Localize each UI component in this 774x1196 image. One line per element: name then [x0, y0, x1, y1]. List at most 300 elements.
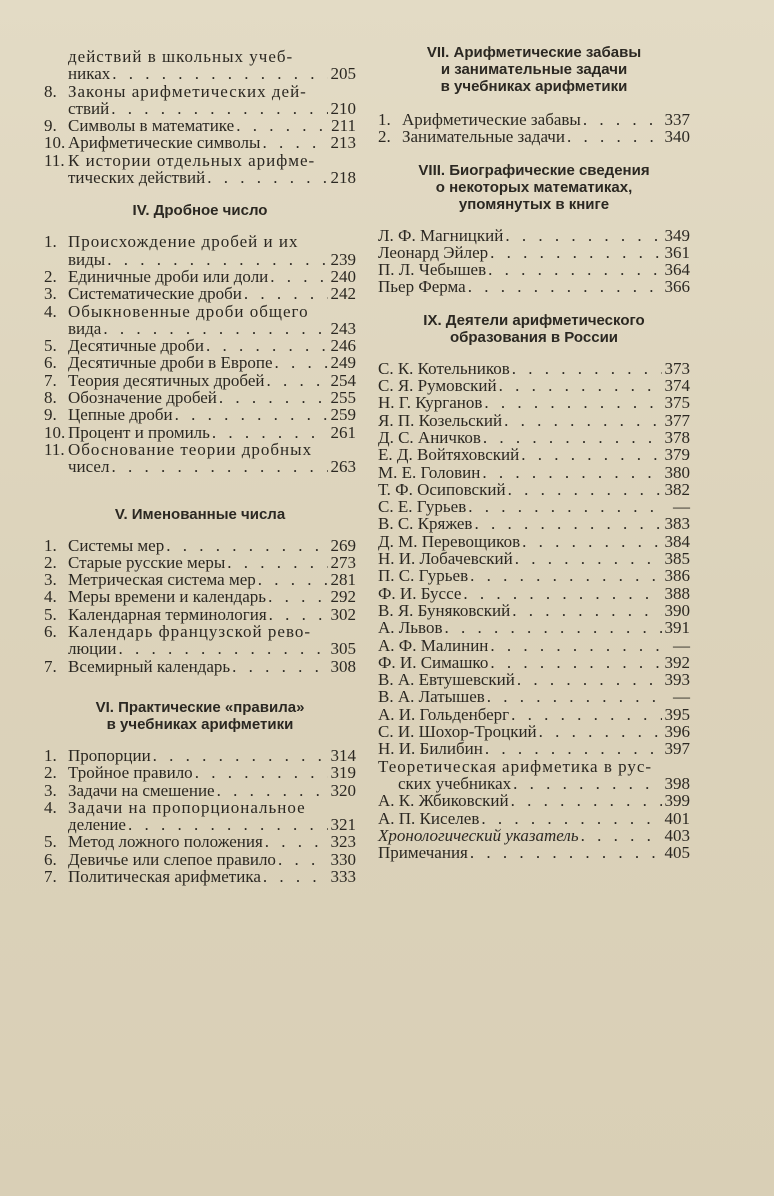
section-vii-title: VII. Арифметические забавы и занимательные задачи в учебниках арифметики	[426, 44, 642, 95]
entry-number: 6.	[44, 353, 57, 373]
entry-page-number: 308	[330, 656, 356, 676]
toc-entry[interactable]	[44, 65, 356, 82]
toc-entry[interactable]	[378, 567, 690, 584]
entry-page-number: 314	[330, 745, 356, 765]
entry-page-number: 364	[664, 260, 690, 280]
toc-entry[interactable]	[44, 117, 356, 134]
entry-title: А. П. Киселев	[378, 808, 480, 828]
dot-leader	[242, 285, 328, 302]
toc-entry[interactable]	[378, 775, 690, 792]
entry-title: Календарная терминология	[68, 604, 267, 624]
entry-title: А. Ф. Малинин	[378, 635, 489, 655]
toc-entry[interactable]	[378, 602, 690, 619]
entry-title: Теоретическая арифметика в рус-	[378, 756, 653, 776]
entry-title: Задачи на смешение	[68, 780, 215, 800]
toc-entry[interactable]	[378, 827, 690, 844]
entry-page-number: 218	[330, 168, 356, 188]
dot-leader	[515, 671, 662, 688]
toc-entry[interactable]	[44, 640, 356, 657]
dot-leader	[263, 833, 328, 850]
dot-leader	[481, 429, 662, 446]
dot-leader	[466, 498, 662, 515]
entry-number: 4.	[44, 301, 57, 321]
entry-page-number: 292	[330, 587, 356, 607]
dot-leader	[173, 406, 328, 423]
toc-entry[interactable]	[44, 83, 356, 100]
entry-number: 3.	[44, 780, 57, 800]
dot-leader	[511, 775, 662, 792]
toc-entry[interactable]	[378, 377, 690, 394]
toc-entry[interactable]	[44, 354, 356, 371]
section-v-list	[44, 537, 356, 675]
dot-leader	[234, 117, 328, 134]
dot-leader	[581, 111, 662, 128]
dot-leader	[105, 251, 328, 268]
toc-entry[interactable]	[378, 758, 690, 775]
entry-number: 5.	[44, 336, 57, 356]
toc-entry[interactable]	[378, 619, 690, 636]
entry-title: Цепные дроби	[68, 405, 173, 425]
dot-leader	[266, 588, 328, 605]
toc-entry[interactable]	[44, 606, 356, 623]
entry-title: Занимательные задачи	[402, 127, 565, 147]
dot-leader	[215, 782, 328, 799]
dot-leader	[510, 360, 662, 377]
toc-entry[interactable]	[44, 389, 356, 406]
dot-leader	[468, 844, 662, 861]
dot-leader	[273, 354, 328, 371]
toc-entry[interactable]	[44, 554, 356, 571]
entry-title: Календарь французской рево-	[68, 622, 312, 642]
toc-entry[interactable]	[378, 227, 690, 244]
entry-number: 5.	[44, 604, 57, 624]
toc-entry[interactable]	[44, 169, 356, 186]
dot-leader	[488, 637, 662, 654]
entry-page-number: 330	[330, 849, 356, 869]
toc-entry[interactable]	[44, 441, 356, 458]
entry-number: 8.	[44, 81, 57, 101]
dot-leader	[204, 337, 328, 354]
dot-leader	[461, 585, 662, 602]
toc-entry[interactable]	[44, 285, 356, 302]
entry-title: С. К. Котельников	[378, 358, 510, 378]
toc-entry[interactable]	[44, 764, 356, 781]
entry-page-number: 263	[330, 457, 356, 477]
entry-number: 2.	[378, 127, 391, 147]
entry-title: деление	[68, 815, 126, 835]
dot-leader	[101, 320, 328, 337]
entry-page-number: 246	[330, 336, 356, 356]
entry-title: Н. И. Лобачевский	[378, 549, 513, 569]
dot-leader	[506, 481, 662, 498]
entry-page-number: 388	[664, 583, 690, 603]
entry-title: Символы в математике	[68, 116, 235, 136]
dot-leader	[110, 65, 328, 82]
left-top-list	[44, 48, 356, 186]
dot-leader	[509, 792, 662, 809]
toc-entry[interactable]	[44, 588, 356, 605]
toc-entry[interactable]	[44, 303, 356, 320]
toc-entry[interactable]	[44, 268, 356, 285]
entry-number: 10.	[44, 422, 66, 442]
entry-page-number: 337	[664, 110, 690, 129]
dot-leader	[510, 602, 662, 619]
toc-entry[interactable]	[378, 394, 690, 411]
dot-leader	[479, 810, 662, 827]
entry-number: 4.	[44, 587, 57, 607]
entry-page-number: 319	[330, 763, 356, 783]
entry-title: Законы арифметических дей-	[68, 81, 307, 101]
entry-number: 1.	[44, 535, 57, 555]
entry-page-number: 382	[664, 479, 690, 499]
entry-page-number: 239	[330, 249, 356, 269]
entry-number: 3.	[44, 284, 57, 304]
dot-leader	[276, 851, 328, 868]
entry-page-number: 393	[664, 670, 690, 690]
entry-title: Теория десятичных дробей	[68, 370, 265, 390]
toc-entry[interactable]	[378, 515, 690, 532]
dot-leader	[485, 688, 662, 705]
entry-title: Пропорции	[68, 745, 151, 765]
entry-title: Девичье или слепое правило	[68, 849, 276, 869]
entry-page-number: 254	[330, 370, 356, 390]
dot-leader	[468, 567, 662, 584]
entry-title: В. Я. Буняковский	[378, 600, 511, 620]
entry-title: Процент и промиль	[68, 422, 210, 442]
dot-leader	[126, 816, 328, 833]
entry-title: С. Е. Гурьев	[378, 497, 467, 517]
entry-title: Десятичные дроби	[68, 336, 204, 356]
entry-page-number: 374	[664, 376, 690, 396]
dot-leader	[210, 424, 328, 441]
dot-leader	[565, 128, 662, 145]
toc-entry[interactable]	[44, 658, 356, 675]
dot-leader	[205, 169, 328, 186]
section-ix-title: IX. Деятели арифметического образования в России	[423, 311, 645, 346]
section-vii-list	[378, 111, 690, 146]
entry-page-number: 405	[664, 843, 690, 863]
entry-number: 2.	[44, 266, 57, 286]
entry-number: 7.	[44, 656, 57, 676]
entry-page-number: 302	[330, 604, 356, 624]
entry-title: люции	[68, 639, 117, 659]
toc-entry[interactable]	[44, 320, 356, 337]
toc-entry[interactable]	[44, 458, 356, 475]
entry-title: Д. С. Аничков	[378, 427, 481, 447]
entry-title: вида	[68, 318, 102, 338]
section-viii-list	[378, 227, 690, 296]
section-iv-list	[44, 233, 356, 475]
toc-entry[interactable]	[378, 244, 690, 261]
dot-leader	[230, 658, 328, 675]
entry-title: Л. Ф. Магницкий	[378, 225, 504, 245]
entry-page-number: 249	[330, 353, 356, 373]
dot-leader	[509, 706, 662, 723]
entry-page-number: 385	[664, 549, 690, 569]
entry-page-number: 281	[330, 570, 356, 590]
entry-page-number: 395	[664, 704, 690, 724]
toc-entry[interactable]	[44, 424, 356, 441]
entry-number: 11.	[44, 150, 65, 170]
section-vi-list	[44, 747, 356, 885]
entry-page-number: 242	[330, 284, 356, 304]
toc-entry[interactable]	[378, 464, 690, 481]
toc-entry[interactable]	[378, 498, 690, 515]
entry-page-number: 375	[664, 393, 690, 413]
dot-leader	[486, 261, 662, 278]
entry-page-number: 211	[331, 116, 356, 136]
entry-title: Систематические дроби	[68, 284, 242, 304]
dot-leader	[193, 764, 328, 781]
toc-entry[interactable]	[378, 792, 690, 809]
dot-leader	[225, 554, 328, 571]
entry-page-number: 340	[664, 127, 690, 147]
entry-page-number: 213	[330, 133, 356, 153]
dot-leader	[217, 389, 328, 406]
toc-entry[interactable]	[44, 868, 356, 885]
dot-leader	[116, 640, 328, 657]
toc-entry[interactable]	[378, 844, 690, 861]
dot-leader	[520, 533, 662, 550]
entry-title: виды	[68, 249, 106, 269]
entry-page-number: 269	[330, 535, 356, 555]
entry-title: Старые русские меры	[68, 552, 226, 572]
toc-entry[interactable]	[44, 816, 356, 833]
toc-entry[interactable]	[378, 278, 690, 295]
dot-leader	[268, 268, 328, 285]
entry-number: 1.	[378, 110, 391, 129]
toc-entry[interactable]	[44, 571, 356, 588]
toc-entry[interactable]	[378, 128, 690, 145]
entry-page-number: 398	[664, 773, 690, 793]
dot-leader	[483, 740, 662, 757]
right-column	[378, 44, 690, 863]
toc-entry[interactable]	[378, 533, 690, 550]
entry-title: С. И. Шохор-Троцкий	[378, 722, 537, 742]
entry-number: 1.	[44, 232, 57, 252]
entry-page-number: 205	[330, 64, 356, 84]
entry-page-number: 383	[664, 514, 690, 534]
toc-entry[interactable]	[378, 723, 690, 740]
toc-entry[interactable]	[378, 446, 690, 463]
toc-entry[interactable]	[378, 550, 690, 567]
entry-page-number: 391	[664, 618, 690, 638]
dot-leader	[513, 550, 662, 567]
entry-page-number: 366	[664, 277, 690, 297]
toc-entry[interactable]	[378, 654, 690, 671]
entry-title: никах	[68, 64, 111, 84]
entry-title: Всемирный календарь	[68, 656, 231, 676]
dot-leader	[443, 619, 663, 636]
entry-page-number: 380	[664, 462, 690, 482]
entry-title: Хронологический указатель	[378, 825, 579, 845]
entry-page-number: 323	[330, 832, 356, 852]
entry-title: А. И. Гольденберг	[378, 704, 510, 724]
entry-page-number: 384	[664, 531, 690, 551]
entry-title: Н. И. Билибин	[378, 739, 483, 759]
entry-title: М. Е. Головин	[378, 462, 481, 482]
entry-page-number: 255	[330, 388, 356, 408]
toc-entry[interactable]	[44, 152, 356, 169]
toc-entry[interactable]	[44, 833, 356, 850]
dot-leader	[261, 868, 328, 885]
entry-page-number: 259	[330, 405, 356, 425]
toc-entry[interactable]	[44, 747, 356, 764]
entry-title: Н. Г. Курганов	[378, 393, 483, 413]
toc-entry[interactable]	[378, 740, 690, 757]
entry-title: Тройное правило	[68, 763, 193, 783]
entry-page-number: 401	[664, 808, 690, 828]
entry-title: Е. Д. Войтяховский	[378, 445, 520, 465]
dot-leader	[480, 464, 662, 481]
entry-title: Меры времени и календарь	[68, 587, 267, 607]
entry-number: 7.	[44, 370, 57, 390]
toc-entry[interactable]	[378, 810, 690, 827]
entry-number: 8.	[44, 388, 57, 408]
dot-leader	[519, 446, 662, 463]
entry-title: П. С. Гурьев	[378, 566, 469, 586]
entry-number: 2.	[44, 763, 57, 783]
entry-title: Леонард Эйлер	[378, 242, 489, 262]
entry-title: Я. П. Козельский	[378, 410, 503, 430]
entry-number: 7.	[44, 866, 57, 886]
toc-entry[interactable]	[44, 537, 356, 554]
entry-title: Примечания	[378, 843, 468, 863]
dot-leader	[503, 227, 662, 244]
entry-page-number: 240	[330, 266, 356, 286]
toc-entry[interactable]	[44, 134, 356, 151]
entry-number: 3.	[44, 570, 57, 590]
entry-page-number: 390	[664, 600, 690, 620]
entry-title: Т. Ф. Осиповский	[378, 479, 506, 499]
entry-page-number: 361	[664, 242, 690, 262]
dot-leader	[502, 412, 662, 429]
toc-entry[interactable]	[44, 251, 356, 268]
toc-entry[interactable]	[378, 481, 690, 498]
dot-leader	[497, 377, 662, 394]
toc-entry[interactable]	[378, 360, 690, 377]
entry-page-number: 403	[664, 825, 690, 845]
left-column	[44, 48, 356, 885]
toc-entry[interactable]	[378, 585, 690, 602]
entry-number: 6.	[44, 849, 57, 869]
toc-entry[interactable]	[44, 799, 356, 816]
section-v-title: V. Именованные числа	[114, 505, 286, 523]
dot-leader	[109, 458, 328, 475]
toc-entry[interactable]	[378, 671, 690, 688]
entry-number: 9.	[44, 116, 57, 136]
toc-entry[interactable]	[378, 706, 690, 723]
entry-number: 5.	[44, 832, 57, 852]
dot-leader	[256, 571, 328, 588]
toc-entry[interactable]	[378, 688, 690, 705]
entry-title: Единичные дроби или доли	[68, 266, 269, 286]
entry-page-number: 273	[330, 552, 356, 572]
dot-leader	[488, 654, 662, 671]
toc-entry[interactable]	[44, 337, 356, 354]
entry-page-number: 396	[664, 722, 690, 742]
entry-title: Политическая арифметика	[68, 866, 261, 886]
section-iv-title: IV. Дробное число	[132, 202, 268, 220]
section-ix-list	[378, 360, 690, 758]
entry-page-number: 399	[664, 791, 690, 811]
entry-title: Обоснование теории дробных	[68, 439, 313, 459]
entry-page-number: 378	[664, 427, 690, 447]
dot-leader	[472, 515, 662, 532]
toc-entry[interactable]	[378, 637, 690, 654]
toc-entry[interactable]	[44, 782, 356, 799]
entry-number: 4.	[44, 797, 57, 817]
entry-number: 6.	[44, 622, 57, 642]
entry-page-number: 321	[330, 815, 356, 835]
section-ix-tail	[378, 758, 690, 862]
toc-entry[interactable]	[44, 48, 356, 65]
toc-entry[interactable]	[44, 623, 356, 640]
section-viii-title: VIII. Биографические сведения о некоторых математиках, упомянутых в книге	[418, 161, 650, 213]
dot-leader	[537, 723, 662, 740]
entry-title: ствий	[68, 98, 110, 118]
toc-entry[interactable]	[378, 412, 690, 429]
entry-title: Метрическая система мер	[68, 570, 256, 590]
entry-title: Арифметические забавы	[402, 110, 581, 129]
toc-entry[interactable]	[378, 261, 690, 278]
entry-title: Происхождение дробей и их	[68, 232, 299, 252]
dot-leader	[488, 244, 662, 261]
entry-page-number: 392	[664, 652, 690, 672]
entry-number: 2.	[44, 552, 57, 572]
section-vi-title: VI. Практические «правила» в учебниках арифметики	[95, 698, 305, 733]
entry-page-number: 210	[330, 98, 356, 118]
entry-title: действий в школьных учеб-	[68, 47, 294, 66]
entry-number: 1.	[44, 745, 57, 765]
entry-title: В. А. Евтушевский	[378, 670, 515, 690]
entry-title: Ф. И. Симашко	[378, 652, 489, 672]
entry-title: чисел	[68, 457, 110, 477]
toc-entry[interactable]	[44, 406, 356, 423]
entry-title: А. Львов	[378, 618, 443, 638]
entry-title: П. Л. Чебышев	[378, 260, 487, 280]
entry-title: Ф. И. Буссе	[378, 583, 462, 603]
entry-page-number: 377	[664, 410, 690, 430]
dot-leader	[260, 134, 328, 151]
toc-entry[interactable]	[378, 111, 690, 128]
entry-page-number: 379	[664, 445, 690, 465]
entry-title: Метод ложного положения	[68, 832, 263, 852]
entry-title: А. К. Жбиковский	[378, 791, 509, 811]
dot-leader	[109, 100, 328, 117]
dot-leader	[265, 372, 329, 389]
entry-page-number: 386	[664, 566, 690, 586]
entry-title: Д. М. Перевощиков	[378, 531, 521, 551]
toc-entry[interactable]	[378, 429, 690, 446]
entry-page-number: 349	[664, 225, 690, 245]
toc-entry[interactable]	[44, 372, 356, 389]
dot-leader	[267, 606, 328, 623]
entry-number: 11.	[44, 439, 65, 459]
toc-entry[interactable]	[44, 100, 356, 117]
entry-title: Обозначение дробей	[68, 388, 217, 408]
toc-entry[interactable]	[44, 233, 356, 250]
entry-title: В. А. Латышев	[378, 687, 485, 707]
toc-entry[interactable]	[44, 851, 356, 868]
entry-page-number: 320	[330, 780, 356, 800]
entry-title: Обыкновенные дроби общего	[68, 301, 309, 321]
entry-title: Задачи на пропорциональное	[68, 797, 306, 817]
entry-page-number: 305	[330, 639, 356, 659]
entry-title: С. Я. Румовский	[378, 376, 497, 396]
entry-number: 10.	[44, 133, 66, 153]
entry-title: Арифметические символы	[68, 133, 261, 153]
